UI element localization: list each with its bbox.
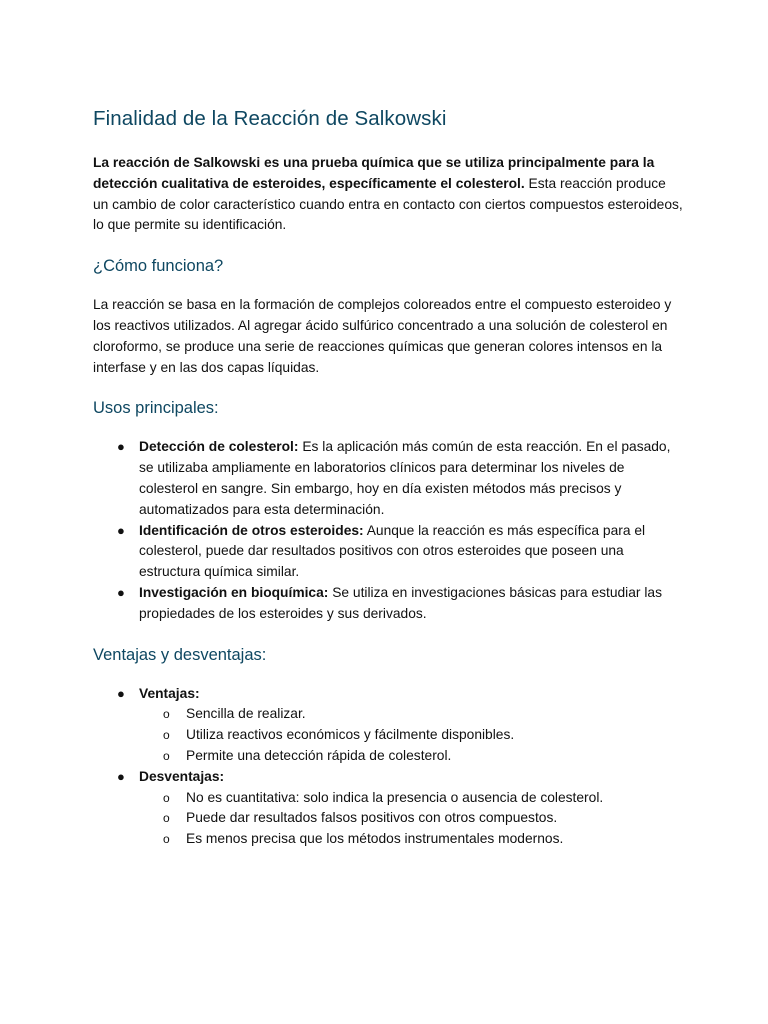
list-item xyxy=(93,521,683,583)
heading-como-funciona: ¿Cómo funciona? xyxy=(93,257,224,276)
circle-bullet-icon: o xyxy=(163,728,170,743)
desventajas-label: Desventajas: xyxy=(139,768,225,784)
ventajas-sublist xyxy=(139,704,683,766)
sublist-item xyxy=(139,725,683,746)
sublist-item-text: Sencilla de realizar. xyxy=(186,706,306,722)
sublist-item-text: Puede dar resultados falsos positivos con otros compuestos. xyxy=(186,810,558,826)
bullet-icon: ● xyxy=(117,768,125,784)
heading-ventajas-desventajas: Ventajas y desventajas: xyxy=(93,645,267,664)
sublist-item-text: Es menos precisa que los métodos instrumentales modernos. xyxy=(186,831,564,847)
circle-bullet-icon: o xyxy=(163,811,170,826)
sublist-item xyxy=(139,808,683,829)
circle-bullet-icon: o xyxy=(163,790,170,805)
circle-bullet-icon: o xyxy=(163,832,170,847)
sublist-item-text: Utiliza reactivos económicos y fácilmente disponibles. xyxy=(186,727,515,743)
intro-bold-text: La reacción de Salkowski es una prueba química que se utiliza principalmente para la detección cualitativa de esteroides, específicamente el colesterol. xyxy=(93,155,655,191)
sublist-item xyxy=(139,788,683,809)
sublist-item xyxy=(139,746,683,767)
ventajas-label: Ventajas: xyxy=(139,685,200,701)
list-item-label: Detección de colesterol: xyxy=(139,439,299,455)
list-item-text: Se utiliza en investigaciones básicas para estudiar las propiedades de los esteroides y sus derivados. xyxy=(139,584,662,621)
ventajas-list xyxy=(93,684,683,850)
page-title: Finalidad de la Reacción de Salkowski xyxy=(93,107,447,130)
heading-usos-principales: Usos principales: xyxy=(93,399,219,418)
usos-list xyxy=(93,437,683,624)
list-item xyxy=(93,437,683,520)
sublist-item xyxy=(139,829,683,850)
como-funciona-paragraph: La reacción se basa en la formación de complejos coloreados entre el compuesto esteroideo y los reactivos utilizados. Al agregar ácido sulfúrico concentrado a una solución de colesterol en cloroformo, se produce una serie de reacciones químicas que generan colores intensos en la interfase y en las dos capas líquidas. xyxy=(93,297,672,375)
circle-bullet-icon: o xyxy=(163,748,170,763)
list-item xyxy=(93,583,683,625)
sublist-item xyxy=(139,704,683,725)
sublist-item-text: Permite una detección rápida de colesterol. xyxy=(186,747,452,763)
sublist-item-text: No es cuantitativa: solo indica la presencia o ausencia de colesterol. xyxy=(186,789,604,805)
circle-bullet-icon: o xyxy=(163,707,170,722)
document-page xyxy=(93,103,683,866)
bullet-icon: ● xyxy=(117,685,125,701)
bullet-icon: ● xyxy=(117,584,125,600)
intro-text: Esta reacción produce un cambio de color característico cuando entra en contacto con ciertos compuestos esteroideos, lo que permite su identificación. xyxy=(93,175,683,233)
bullet-icon: ● xyxy=(117,522,125,538)
list-item-label: Investigación en bioquímica: xyxy=(139,584,329,600)
list-item-label: Identificación de otros esteroides: xyxy=(139,522,364,538)
desventajas-sublist xyxy=(139,788,683,850)
list-item-ventajas xyxy=(93,684,683,767)
bullet-icon: ● xyxy=(117,439,125,455)
list-item-desventajas xyxy=(93,767,683,850)
intro-paragraph xyxy=(93,153,683,236)
list-item-text: Es la aplicación más común de esta reacción. En el pasado, se utilizaba ampliamente en laboratorios clínicos para determinar los niveles de colesterol en sangre. Sin embargo, hoy en día existen métodos más precisos y automatizados para esta determinación. xyxy=(139,439,671,517)
list-item-text: Aunque la reacción es más específica para el colesterol, puede dar resultados positivos con otros esteroides que poseen una estructura química similar. xyxy=(139,522,646,580)
